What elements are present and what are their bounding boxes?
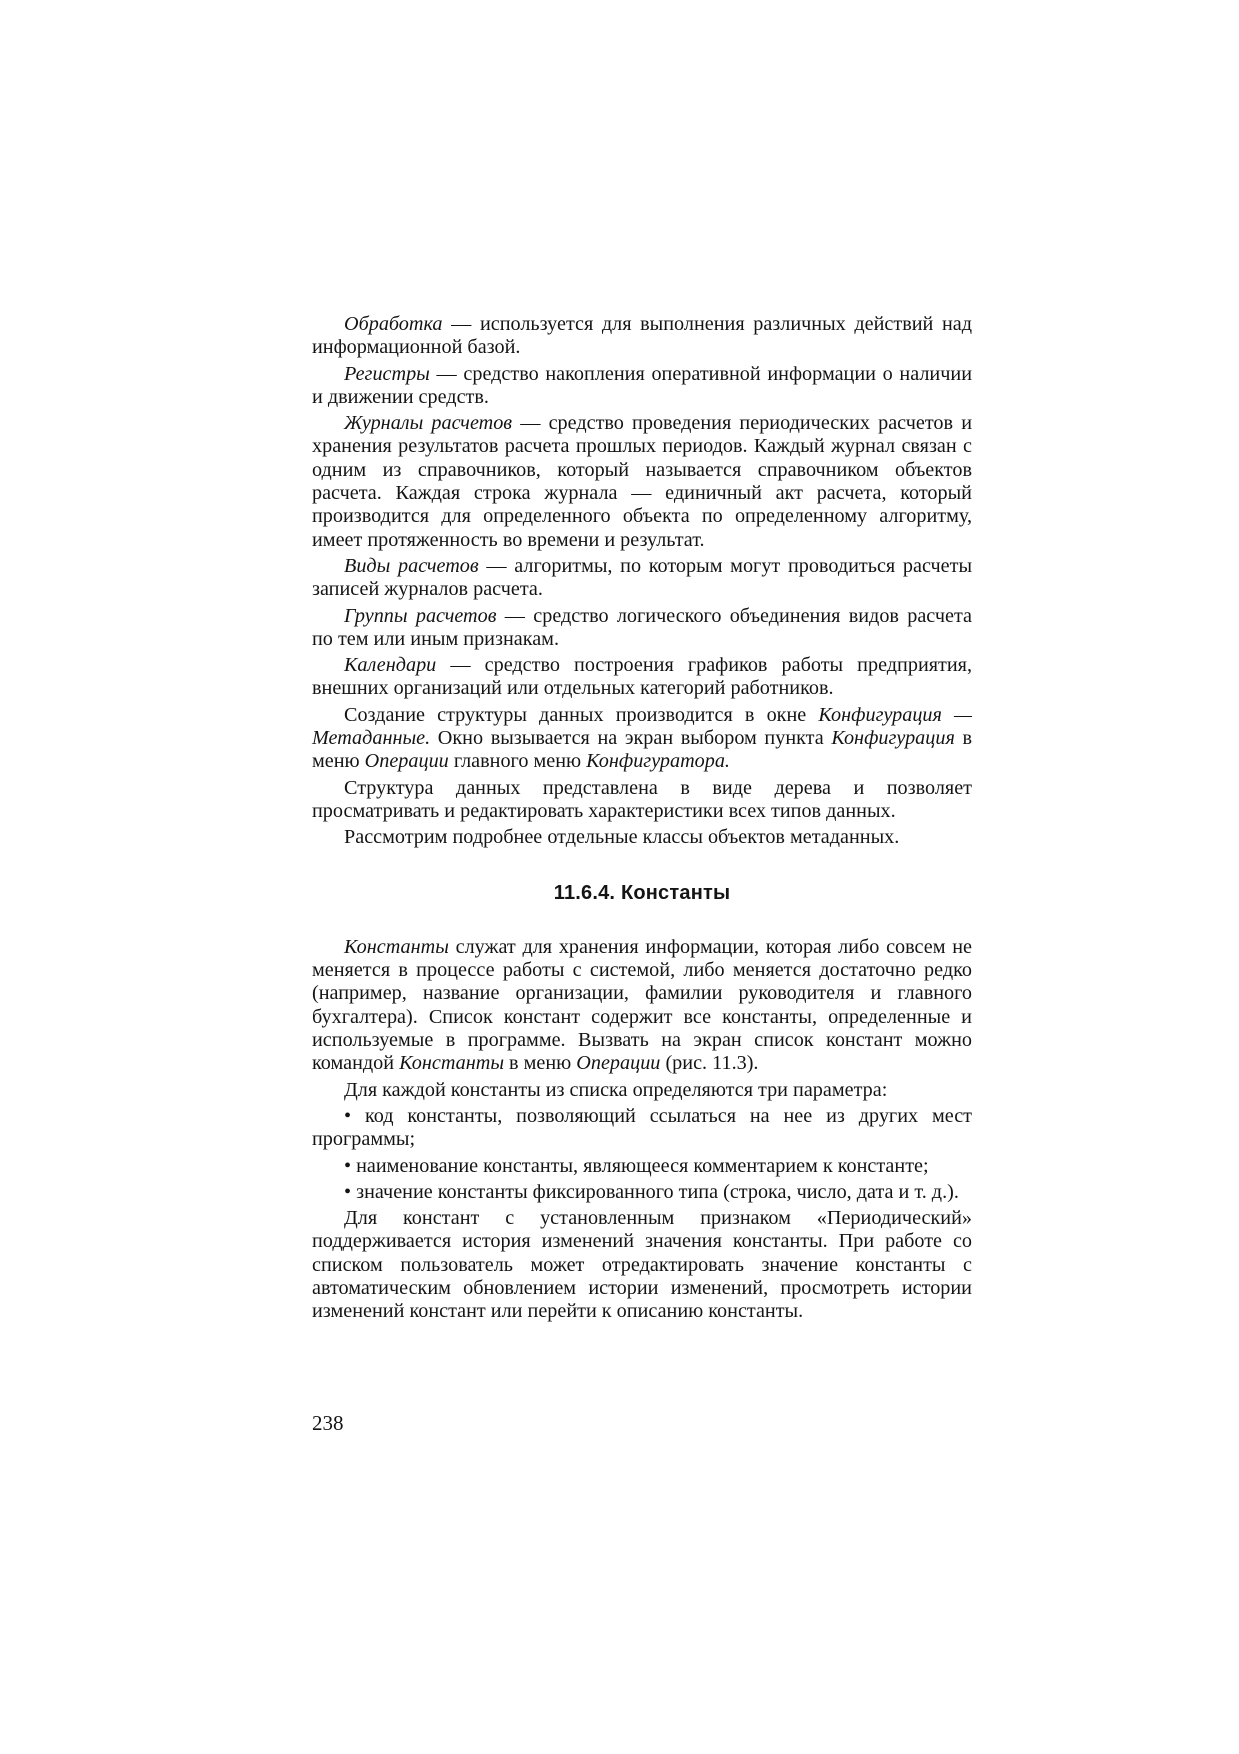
paragraph-calc-groups (312, 605, 972, 652)
term-calc-types: Виды расчетов (344, 554, 479, 577)
definition-calc-groups: — средство логического объединения видов расчета по тем или иным признакам. (312, 604, 972, 650)
term-registers: Регистры (344, 362, 430, 385)
definition-processing: — используется для выполнения различных действий над информационной базой. (312, 313, 972, 359)
term-calendars: Календари (344, 654, 437, 677)
page-text-block (312, 313, 972, 1324)
section-heading: 11.6.4. Константы (553, 881, 731, 904)
definition-calendars: — средство построения графиков работы предприятия, внешних организаций или отдельных категорий работников. (312, 654, 972, 700)
creation-italic-config: Конфигурация (831, 727, 955, 750)
constants-italic-menu: Операции (576, 1052, 661, 1075)
paragraph-creation (312, 704, 972, 774)
paragraph-registers (312, 363, 972, 410)
paragraph-calc-journals (312, 412, 972, 552)
definition-calc-journals: — средство проведения периодических расчетов и хранения результатов расчета прошлых периодов. Каждый журнал связан с одним из справочников, который называется справочником объектов расчета. Каждая строка журнала — единичный акт расчета, который производится для определенного объекта по определенному алгоритму, имеет протяженность во времени и результат. (312, 412, 973, 551)
paragraph-calc-types (312, 555, 972, 602)
term-calc-journals: Журналы расчетов (344, 412, 513, 435)
page-number: 238 (312, 1411, 344, 1435)
paragraph-constants (312, 936, 972, 1076)
constants-text-2: в меню (504, 1052, 577, 1075)
creation-text-2: Окно вызывается на экран выбором пункта (430, 727, 832, 750)
paragraph-review: Рассмотрим подробнее отдельные классы объектов метаданных. (344, 826, 900, 849)
paragraph-params-intro: Для каждой константы из списка определяются три параметра: (344, 1078, 888, 1101)
bullet-item: • код константы, позволяющий ссылаться на нее из других мест программы; (312, 1104, 972, 1151)
constants-text-1: служат для хранения информации, которая либо совсем не меняется в процессе работы с системой, либо меняется достаточно редко (например, название организации, фамилии руководителя и главного бухгалтера). Список констант содержит все константы, определенные и используемые в программе. Вызвать на экран список констант можно командой (312, 935, 972, 1075)
creation-text-1: Создание структуры данных производится в окне (344, 703, 819, 726)
definition-calc-types: — алгоритмы, по которым могут проводиться расчеты записей журналов расчета. (312, 554, 973, 601)
constants-italic-term: Константы (344, 935, 449, 958)
constants-italic-command: Константы (399, 1052, 504, 1075)
creation-italic-window: Конфигурация — Метаданные. (312, 703, 973, 750)
creation-text-3: в меню (312, 727, 972, 773)
bullet-item: • наименование константы, являющееся комментарием к константе; (344, 1154, 929, 1177)
constants-text-3: (рис. 11.3). (660, 1052, 759, 1075)
term-calc-groups: Группы расчетов (344, 604, 497, 627)
creation-italic-configurator: Конфигуратора. (586, 750, 730, 773)
term-processing: Обработка (344, 313, 443, 335)
paragraph-structure: Структура данных представлена в виде дерева и позволяет просматривать и редактировать характеристики всех типов данных. (312, 776, 972, 822)
paragraph-processing (312, 313, 972, 360)
definition-registers: — средство накопления оперативной информации о наличии и движении средств. (312, 362, 972, 408)
bullet-item: • значение константы фиксированного типа (строка, число, дата и т. д.). (344, 1180, 959, 1203)
paragraph-calendars (312, 654, 972, 701)
paragraph-periodic: Для констант с установленным признаком «Периодический» поддерживается история изменений значения константы. При работе со списком пользователь может отредактировать значение константы с автоматическим обновлением истории изменений, просмотреть истории изменений констант или перейти к описанию константы. (312, 1207, 972, 1323)
creation-italic-operations: Операции (364, 750, 449, 773)
creation-text-4: главного меню (448, 750, 587, 773)
